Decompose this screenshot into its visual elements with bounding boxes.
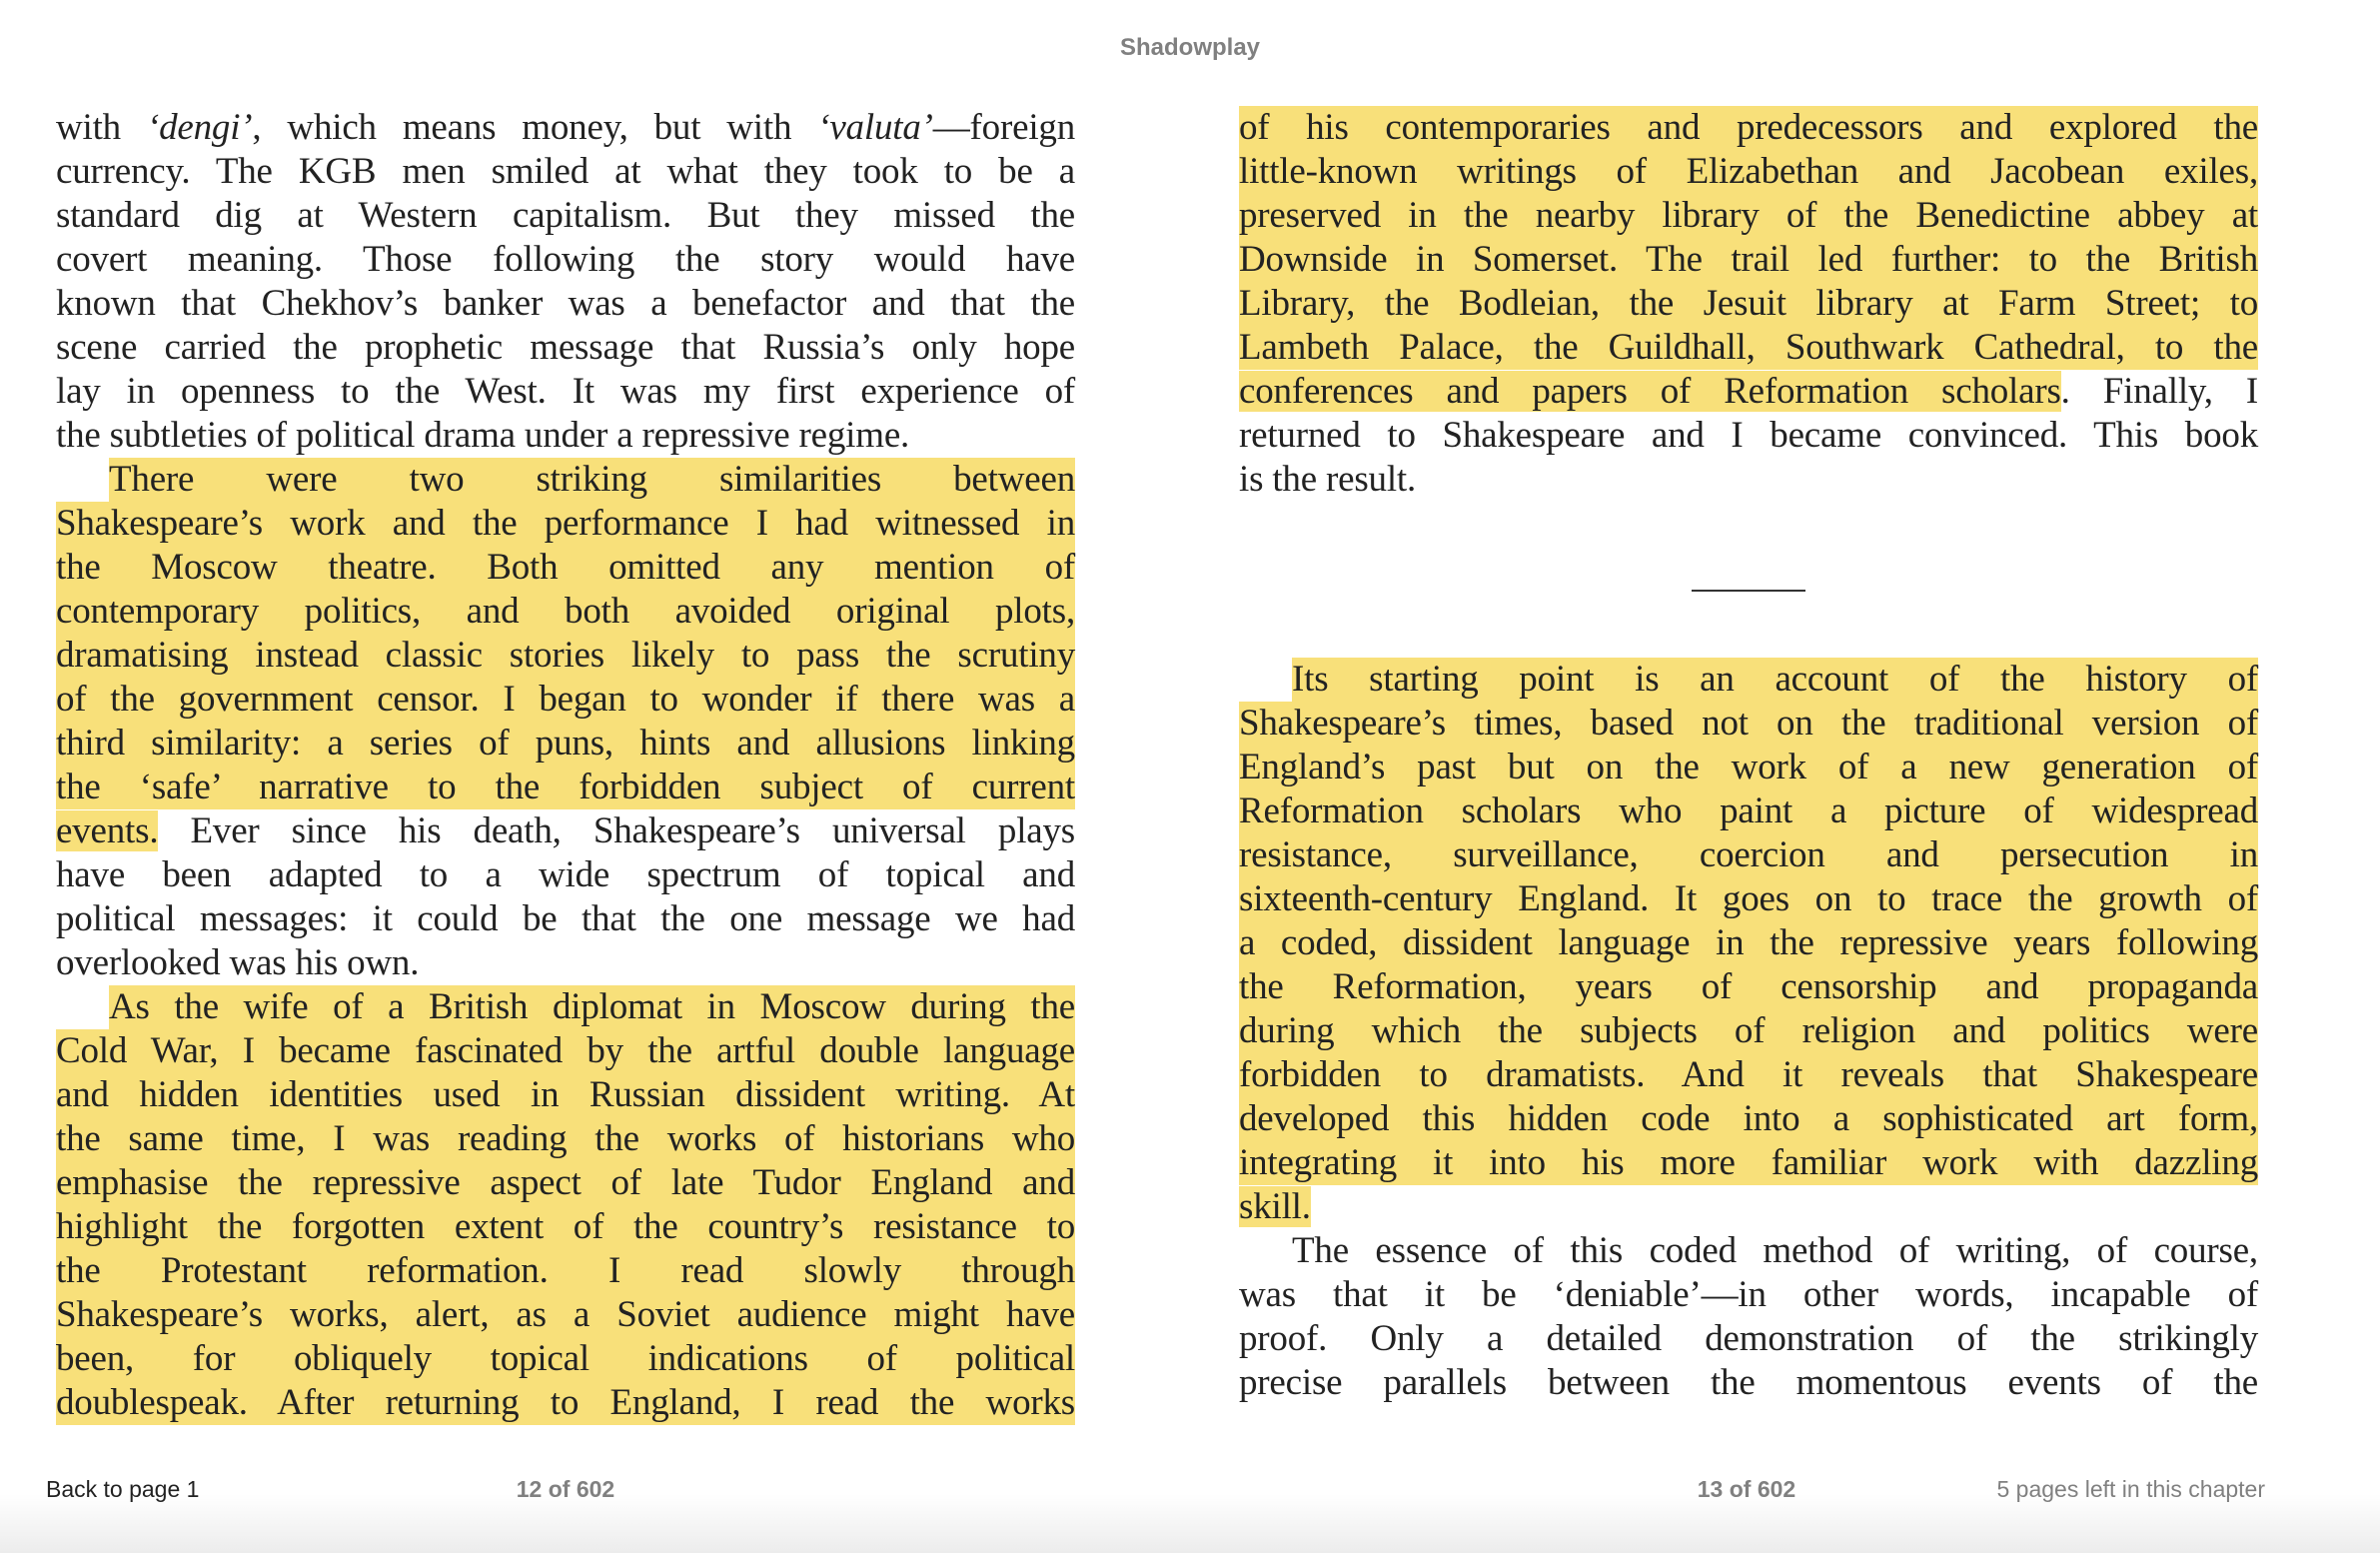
highlight-segment[interactable]: events. [56,810,159,851]
highlighted-line[interactable]: Shakespeare’s works, alert, as a Soviet audience might have [56,1294,1075,1335]
highlighted-line[interactable]: a coded, dissident language in the repressive years following [1239,922,2258,963]
highlighted-line[interactable]: Lambeth Palace, the Guildhall, Southwark Cathedral, to the [1239,327,2258,368]
text-line: proof. Only a detailed demonstration of the strikingly [1239,1318,2258,1359]
text-line: the subtleties of political drama under a repressive regime. [56,415,910,456]
highlighted-line[interactable]: integrating it into his more familiar work with dazzling [1239,1142,2258,1183]
highlighted-line[interactable]: of the government censor. I began to wonder if there was a [56,679,1075,720]
highlighted-line[interactable]: and hidden identities used in Russian dissident writing. At [56,1074,1075,1115]
italic-word: ‘valuta’ [817,107,933,148]
text-line: was that it be ‘deniable’—in other words, incapable of [1239,1274,2258,1315]
highlighted-line[interactable]: resistance, surveillance, coercion and persecution in [1239,834,2258,875]
highlighted-line[interactable]: dramatising instead classic stories likely to pass the scrutiny [56,635,1075,676]
text-line: political messages: it could be that the one message we had [56,898,1075,939]
text-line: lay in openness to the West. It was my first experience of [56,371,1075,412]
highlighted-line[interactable]: the Protestant reformation. I read slowly through [56,1250,1075,1291]
text-line: currency. The KGB men smiled at what they took to be a [56,151,1075,192]
text-line: known that Chekhov’s banker was a benefactor and that the [56,283,1075,324]
text-line: returned to Shakespeare and I became convinced. This book [1239,415,2258,456]
highlighted-line[interactable]: of his contemporaries and predecessors and explored the [1239,107,2258,148]
text-line [1239,1185,2258,1229]
highlighted-line[interactable]: Cold War, I became fascinated by the artful double language [56,1030,1075,1071]
highlighted-line[interactable]: Library, the Bodleian, the Jesuit library at Farm Street; to [1239,283,2258,324]
highlighted-line[interactable]: contemporary politics, and both avoided original plots, [56,591,1075,632]
highlighted-line[interactable]: emphasise the repressive aspect of late Tudor England and [56,1162,1075,1203]
highlighted-line[interactable]: highlight the forgotten extent of the country’s resistance to [56,1206,1075,1247]
highlighted-line[interactable]: third similarity: a series of puns, hints and allusions linking [56,723,1075,764]
text-segment: , which means money, but with [252,107,818,148]
highlighted-line[interactable]: Shakespeare’s times, based not on the traditional version of [1239,703,2258,744]
text-segment: Ever since his death, Shakespeare’s universal plays [158,810,1075,851]
highlight-segment[interactable]: conferences and papers of Reformation scholars [1239,371,2061,412]
left-page-number: 12 of 602 [516,1476,615,1502]
highlighted-line[interactable]: Downside in Somerset. The trail led further: to the British [1239,239,2258,280]
highlighted-line[interactable]: the Moscow theatre. Both omitted any mention of [56,547,1075,588]
highlighted-line[interactable]: preserved in the nearby library of the Benedictine abbey at [1239,195,2258,236]
highlighted-line[interactable]: Its starting point is an account of the history of [1239,658,2258,702]
highlighted-line[interactable]: As the wife of a British diplomat in Moscow during the [56,985,1075,1029]
highlighted-line[interactable]: Shakespeare’s work and the performance I had witnessed in [56,503,1075,544]
text-line: covert meaning. Those following the story would have [56,239,1075,280]
text-segment: with [56,107,147,148]
italic-word: ‘dengi’ [146,107,253,148]
highlighted-line[interactable]: the same time, I was reading the works of historians who [56,1118,1075,1159]
highlighted-line[interactable]: the Reformation, years of censorship and propaganda [1239,966,2258,1007]
highlighted-line[interactable]: been, for obliquely topical indications of political [56,1338,1075,1379]
book-title: Shadowplay [1119,34,1261,61]
text-line: have been adapted to a wide spectrum of topical and [56,854,1075,895]
highlighted-line[interactable]: little-known writings of Elizabethan and Jacobean exiles, [1239,151,2258,192]
text-segment: —foreign [932,107,1075,148]
highlighted-line[interactable]: sixteenth-century England. It goes on to trace the growth of [1239,878,2258,919]
highlighted-line[interactable]: forbidden to dramatists. And it reveals that Shakespeare [1239,1054,2258,1095]
highlighted-line[interactable]: the ‘safe’ narrative to the forbidden subject of current [56,767,1075,807]
highlighted-line[interactable]: Reformation scholars who paint a picture of widespread [1239,790,2258,831]
highlight-segment[interactable]: skill. [1239,1186,1311,1227]
text-line: standard dig at Western capitalism. But they missed the [56,195,1075,236]
right-page-number: 13 of 602 [1697,1476,1796,1502]
highlighted-line[interactable]: during which the subjects of religion and politics were [1239,1010,2258,1051]
highlighted-line[interactable]: There were two striking similarities between [56,458,1075,502]
text-line: is the result. [1239,459,1417,500]
text-line: precise parallels between the momentous events of the [1239,1362,2258,1403]
text-line [56,106,1075,150]
text-line [1239,370,2258,414]
text-line: scene carried the prophetic message that Russia’s only hope [56,327,1075,368]
highlighted-line[interactable]: developed this hidden code into a sophisticated art form, [1239,1098,2258,1139]
text-segment: . Finally, I [2060,371,2258,412]
text-line: overlooked was his own. [56,942,420,983]
text-line [56,809,1075,853]
highlighted-line[interactable]: England’s past but on the work of a new generation of [1239,747,2258,787]
section-divider [1692,590,1805,592]
text-line: The essence of this coded method of writing, of course, [1292,1230,2258,1271]
highlighted-line[interactable]: doublespeak. After returning to England, I read the works [56,1382,1075,1423]
pages-left-in-chapter: 5 pages left in this chapter [1996,1476,2265,1502]
back-to-page-link[interactable]: Back to page 1 [46,1476,200,1502]
